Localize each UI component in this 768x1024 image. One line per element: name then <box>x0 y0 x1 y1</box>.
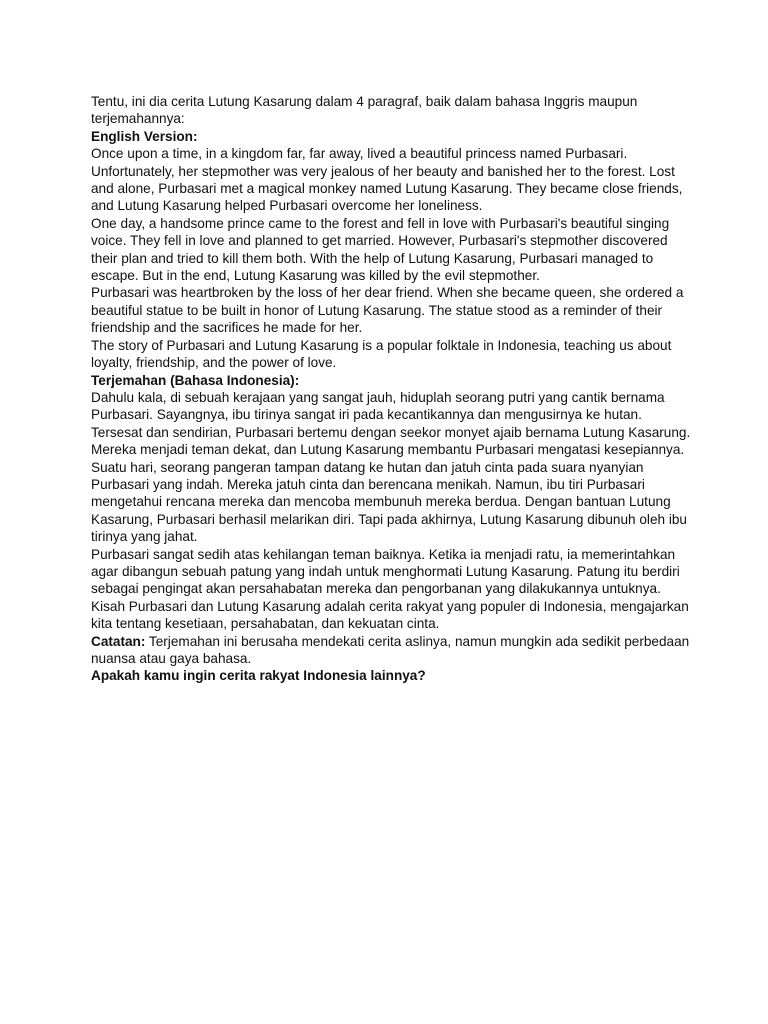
closing-question: Apakah kamu ingin cerita rakyat Indonesia lainnya? <box>91 668 426 684</box>
english-paragraph-4: The story of Purbasari and Lutung Kasarung is a popular folktale in Indonesia, teaching us about loyalty, friendship, and the power of love. <box>91 337 672 371</box>
english-heading: English Version: <box>91 128 198 144</box>
english-paragraph-2: One day, a handsome prince came to the forest and fell in love with Purbasari's beautiful singing voice. They fell in love and planned to get married. However, Purbasari's stepmother discovered their plan and tried to kill them both. With the help of Lutung Kasarung, Purbasari managed to escape. But in the end, Lutung Kasarung was killed by the evil stepmother. <box>91 215 670 284</box>
indonesian-paragraph-4: Kisah Purbasari dan Lutung Kasarung adalah cerita rakyat yang populer di Indonesia, mengajarkan kita tentang kesetiaan, persahabatan, dan kekuatan cinta. <box>91 598 689 632</box>
note-label: Catatan: <box>91 633 146 649</box>
intro-text: Tentu, ini dia cerita Lutung Kasarung dalam 4 paragraf, baik dalam bahasa Inggris maupun terjemahannya: <box>91 94 638 127</box>
english-paragraph-1: Once upon a time, in a kingdom far, far away, lived a beautiful princess named Purbasari. Unfortunately, her stepmother was very jealous of her beauty and banished her to the forest. Lost and alone, Purbasari met a magical monkey named Lutung Kasarung. They became close friends, and Lutung Kasarung helped Purbasari overcome her loneliness. <box>91 146 683 214</box>
note-paragraph <box>91 633 691 668</box>
indonesian-heading: Terjemahan (Bahasa Indonesia): <box>91 372 300 388</box>
english-paragraph-3: Purbasari was heartbroken by the loss of her dear friend. When she became queen, she ordered a beautiful statue to be built in honor of Lutung Kasarung. The statue stood as a reminder of their friendship and the sacrifices he made for her. <box>91 285 684 336</box>
indonesian-paragraph-3: Purbasari sangat sedih atas kehilangan teman baiknya. Ketika ia menjadi ratu, ia memerintahkan agar dibangun sebuah patung yang indah untuk menghormati Lutung Kasarung. Patung itu berdiri sebagai pengingat akan persahabatan mereka dan pengorbanan yang dilakukannya untuknya. <box>91 546 680 597</box>
note-text: Terjemahan ini berusaha mendekati cerita aslinya, namun mungkin ada sedikit perbedaan nuansa atau gaya bahasa. <box>91 633 690 666</box>
indonesian-paragraph-1: Dahulu kala, di sebuah kerajaan yang sangat jauh, hiduplah seorang putri yang cantik bernama Purbasari. Sayangnya, ibu tirinya sangat iri pada kecantikannya dan mengusirnya ke hutan. Tersesat dan sendirian, Purbasari bertemu dengan seekor monyet ajaib bernama Lutung Kasarung. Mereka menjadi teman dekat, dan Lutung Kasarung membantu Purbasari mengatasi kesepiannya. <box>91 389 691 458</box>
document-body <box>91 93 691 685</box>
indonesian-paragraph-2: Suatu hari, seorang pangeran tampan datang ke hutan dan jatuh cinta pada suara nyanyian Purbasari yang indah. Mereka jatuh cinta dan berencana menikah. Namun, ibu tiri Purbasari mengetahui rencana mereka dan mencoba membunuh mereka berdua. Dengan bantuan Lutung Kasarung, Purbasari berhasil melarikan diri. Tapi pada akhirnya, Lutung Kasarung dibunuh oleh ibu tirinya yang jahat. <box>91 459 687 545</box>
